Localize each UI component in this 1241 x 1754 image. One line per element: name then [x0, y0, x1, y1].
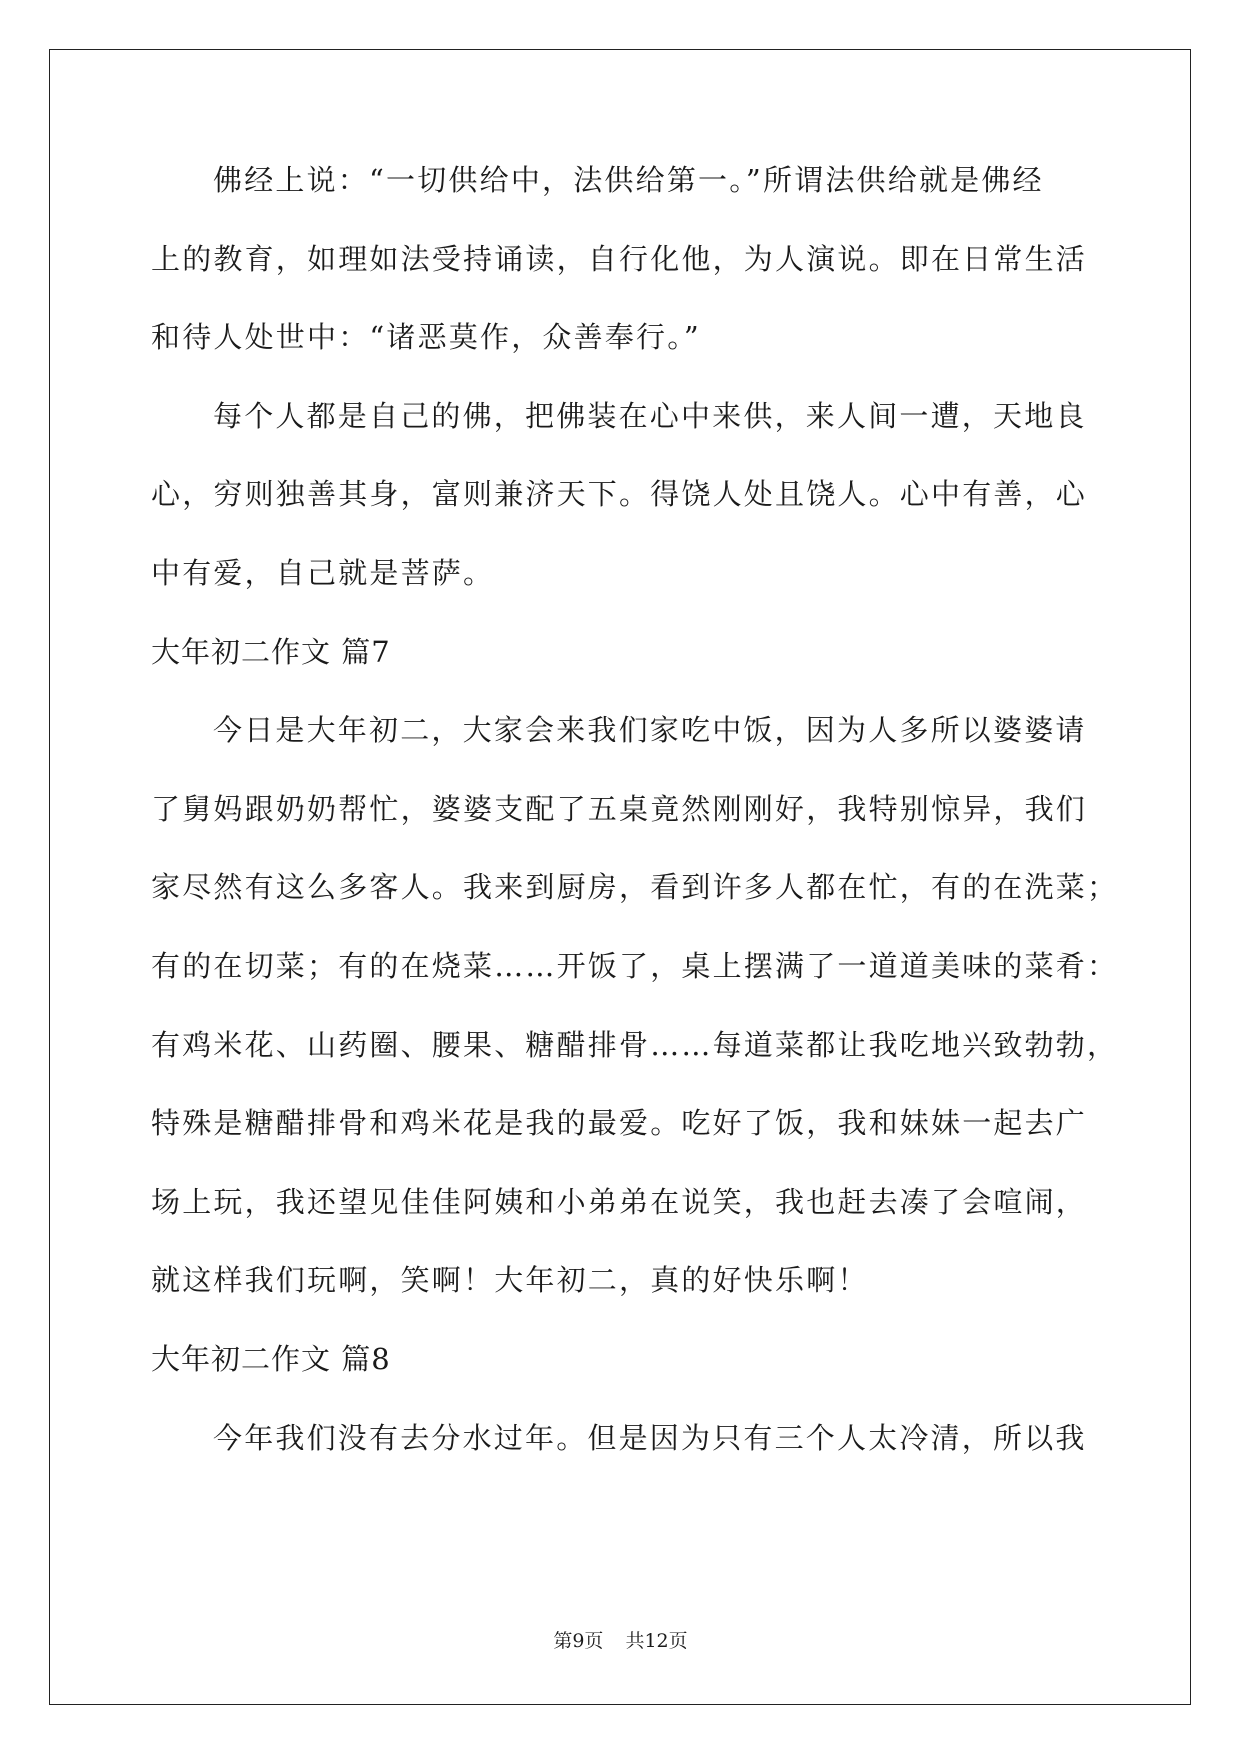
paragraph-line: 今日是大年初二，大家会来我们家吃中饭，因为人多所以婆婆请: [213, 713, 1087, 748]
page-footer: [0, 1629, 1241, 1653]
paragraph-line: 今年我们没有去分水过年。但是因为只有三个人太冷清，所以我: [213, 1420, 1087, 1455]
paragraph-line: 特殊是糖醋排骨和鸡米花是我的最爱。吃好了饭，我和妹妹一起去广: [151, 1106, 1088, 1141]
paragraph-line: 家尽然有这么多客人。我来到厨房，看到许多人都在忙，有的在洗菜；: [151, 870, 1119, 905]
paragraph-line: 和待人处世中：“诸恶莫作，众善奉行。”: [151, 320, 701, 355]
paragraph-line: 佛经上说：“一切供给中，法供给第一。”所谓法供给就是佛经: [213, 163, 1044, 197]
paragraph-line: 中有爱，自己就是菩萨。: [151, 555, 495, 590]
paragraph-line: 每个人都是自己的佛，把佛装在心中来供，来人间一遭，天地良: [213, 398, 1087, 433]
page-number: 第9页: [553, 1630, 604, 1652]
paragraph-line: 了舅妈跟奶奶帮忙，婆婆支配了五桌竟然刚刚好，我特别惊异，我们: [151, 791, 1088, 826]
paragraph-line: 场上玩，我还望见佳佳阿姨和小弟弟在说笑，我也赶去凑了会喧闹，: [151, 1184, 1088, 1219]
paragraph-line: 有鸡米花、山药圈、腰果、糖醋排骨……每道菜都让我吃地兴致勃勃，: [151, 1027, 1119, 1062]
document-body: [151, 160, 1119, 1496]
paragraph-line: 有的在切菜；有的在烧菜……开饭了，桌上摆满了一道道美味的菜肴：: [151, 948, 1119, 983]
section-heading: 大年初二作文 篇8: [151, 1341, 391, 1376]
paragraph-line: 就这样我们玩啊，笑啊！大年初二，真的好快乐啊！: [151, 1263, 869, 1298]
section-heading: 大年初二作文 篇7: [151, 634, 391, 669]
page-total: 共12页: [625, 1630, 688, 1652]
paragraph-line: 心，穷则独善其身，富则兼济天下。得饶人处且饶人。心中有善，心: [151, 477, 1088, 512]
paragraph-line: 上的教育，如理如法受持诵读，自行化他，为人演说。即在日常生活: [151, 241, 1088, 276]
